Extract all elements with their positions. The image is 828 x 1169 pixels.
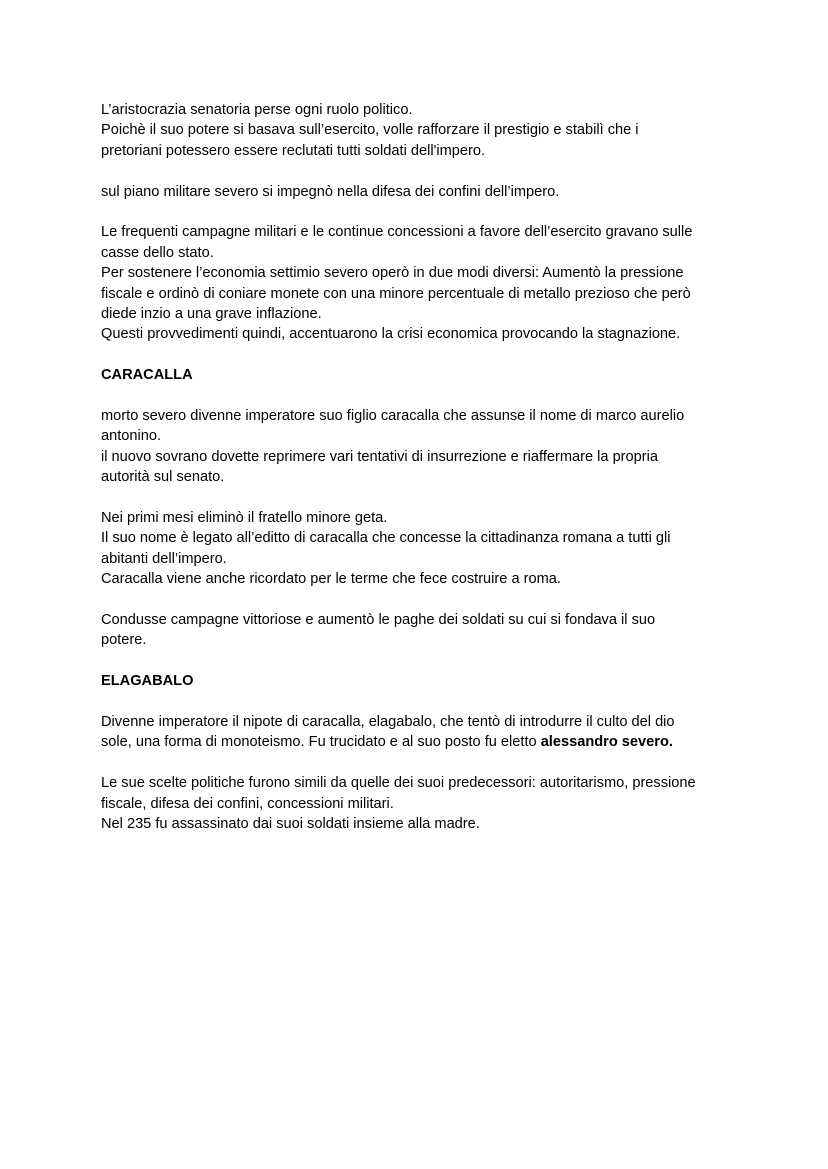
text-fragment: sole, una forma di monoteismo. Fu trucidato e al suo posto fu eletto bbox=[101, 734, 541, 751]
bold-name-alessandro-severo: alessandro severo. bbox=[540, 734, 673, 751]
heading-caracalla: CARACALLA bbox=[101, 367, 193, 384]
paragraph-military bbox=[101, 182, 741, 202]
text-line: Nel 235 fu assassinato dai suoi soldati insieme alla madre. bbox=[101, 816, 480, 833]
text-line: antonino. bbox=[101, 428, 162, 445]
text-line: fiscale e ordinò di coniare monete con una minore percentuale di metallo prezioso che però bbox=[101, 285, 691, 302]
text-line: fiscale, difesa dei confini, concessioni militari. bbox=[101, 795, 394, 812]
paragraph-caracalla-campaigns bbox=[101, 610, 741, 651]
text-line: L’aristocrazia senatoria perse ogni ruolo politico. bbox=[101, 102, 413, 118]
text-line: diede inzio a una grave inflazione. bbox=[101, 306, 322, 323]
text-line: il nuovo sovrano dovette reprimere vari tentativi di insurrezione e riaffermare la propria bbox=[101, 448, 658, 465]
paragraph-caracalla-edict bbox=[101, 508, 741, 590]
paragraph-alessandro-severo bbox=[101, 773, 741, 834]
text-line: morto severo divenne imperatore suo figlio caracalla che assunse il nome di marco aurelio bbox=[101, 408, 685, 425]
text-line: abitanti dell’impero. bbox=[101, 550, 227, 567]
text-line: Divenne imperatore il nipote di caracalla, elagabalo, che tentò di introdurre il culto del dio bbox=[101, 714, 675, 731]
text-line bbox=[101, 732, 741, 752]
paragraph-senate bbox=[101, 100, 741, 161]
text-line: potere. bbox=[101, 632, 147, 649]
paragraph-elagabalo bbox=[101, 712, 741, 753]
text-line: autorità sul senato. bbox=[101, 469, 225, 486]
text-line: pretoriani potessero essere reclutati tutti soldati dell'impero. bbox=[101, 142, 486, 159]
heading-elagabalo: ELAGABALO bbox=[101, 673, 194, 690]
text-line: Le sue scelte politiche furono simili da quelle dei suoi predecessori: autoritarismo, pressione bbox=[101, 775, 696, 792]
text-line: Poichè il suo potere si basava sull’esercito, volle rafforzare il prestigio e stabilì che i bbox=[101, 122, 639, 139]
paragraph-economy bbox=[101, 222, 741, 344]
text-line: Per sostenere l’economia settimio severo operò in due modi diversi: Aumentò la pressione bbox=[101, 265, 684, 282]
text-line: Nei primi mesi eliminò il fratello minore geta. bbox=[101, 510, 388, 527]
text-line: Condusse campagne vittoriose e aumentò le paghe dei soldati su cui si fondava il suo bbox=[101, 612, 656, 629]
text-line: Il suo nome è legato all’editto di caracalla che concesse la cittadinanza romana a tutti gli bbox=[101, 530, 671, 547]
text-line: Questi provvedimenti quindi, accentuarono la crisi economica provocando la stagnazione. bbox=[101, 326, 681, 343]
text-line: casse dello stato. bbox=[101, 244, 214, 261]
paragraph-caracalla-accession bbox=[101, 406, 741, 488]
text-line: Caracalla viene anche ricordato per le terme che fece costruire a roma. bbox=[101, 571, 561, 588]
text-line: Le frequenti campagne militari e le continue concessioni a favore dell’esercito gravano sulle bbox=[101, 224, 693, 241]
document-page bbox=[101, 100, 741, 834]
text-line: sul piano militare severo si impegnò nella difesa dei confini dell’impero. bbox=[101, 183, 560, 200]
